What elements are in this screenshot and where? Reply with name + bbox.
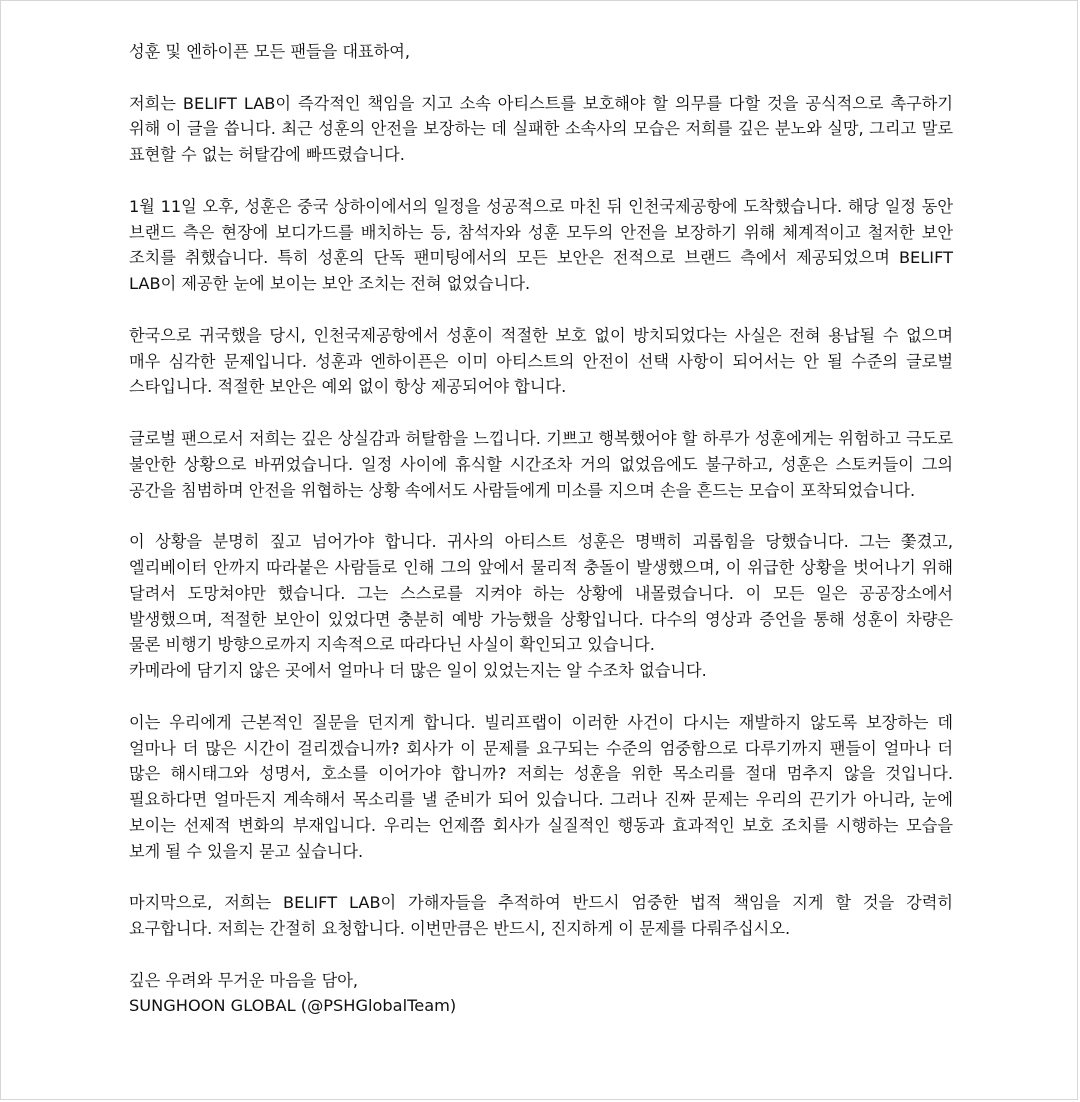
paragraph-incheon-airport: 한국으로 귀국했을 당시, 인천국제공항에서 성훈이 적절한 보호 없이 방치되었다는 사실은 전혀 용납될 수 없으며 매우 심각한 문제입니다. 성훈과 엔하이픈은 이미 아티스트의 안전이 선택 사항이 되어서는 안 될 수준의 글로벌 스타입니다. 적절한 보안은 예외 없이 항상 제공되어야 합니다. [129,325,953,397]
letter-signature: SUNGHOON GLOBAL (@PSHGlobalTeam) [129,996,457,1016]
paragraph-demand: 저희는 BELIFT LAB이 즉각적인 책임을 지고 소속 아티스트를 보호해야 할 의무를 다할 것을 공식적으로 촉구하기 위해 이 글을 씁니다. 최근 성훈의 안전을 보장하는 데 실패한 소속사의 모습은 저희를 깊은 분노와 실망, 그리고 말로 표현할 수 없는 허탈감에 빠뜨렸습니다. [129,93,954,165]
paragraph-shanghai-schedule: 1월 11일 오후, 성훈은 중국 상하이에서의 일정을 성공적으로 마친 뒤 인천국제공항에 도착했습니다. 해당 일정 동안 브랜드 측은 현장에 보디가드를 배치하는 등, 참석자와 성훈 모두의 안전을 보장하기 위해 체계적이고 철저한 보안 조치를 취했습니다. 특히 성훈의 단독 팬미팅에서의 모든 보안은 전적으로 브랜드 측에서 제공되었으며 BELIFT LAB이 제공한 눈에 보이는 보안 조치는 전혀 없었습니다. [129,196,953,294]
letter-body [129,39,953,1019]
paragraph-harassment: 이 상황을 분명히 짚고 넘어가야 합니다. 귀사의 아티스트 성훈은 명백히 괴롭힘을 당했습니다. 그는 쫓겼고, 엘리베이터 안까지 따라붙은 사람들로 인해 그의 앞에서 물리적 충돌이 발생했으며, 이 위급한 상황을 벗어나기 위해 달려서 도망쳐야만 했습니다. 그는 스스로를 지켜야 하는 상황에 내몰렸습니다. 이 모든 일은 공공장소에서 발생했으며, 적절한 보안이 있었다면 충분히 예방 가능했을 상황입니다. 다수의 영상과 증언을 통해 성훈이 차량은 물론 비행기 방향으로까지 지속적으로 따라다닌 사실이 확인되고 있습니다. [129,532,953,655]
letter-salutation: 성훈 및 엔하이픈 모든 팬들을 대표하여, [129,42,411,61]
paragraph-final-request: 마지막으로, 저희는 BELIFT LAB이 가해자들을 추적하여 반드시 엄중한 법적 책임을 지게 할 것을 강력히 요구합니다. 저희는 간절히 요청합니다. 이번만큼은 반드시, 진지하게 이 문제를 다뤄주십시오. [129,893,953,939]
paragraph-camera: 카메라에 담기지 않은 곳에서 얼마나 더 많은 일이 있었는지는 알 수조차 없습니다. [129,661,707,681]
paragraph-questions: 이는 우리에게 근본적인 질문을 던지게 합니다. 빌리프랩이 이러한 사건이 다시는 재발하지 않도록 보장하는 데 얼마나 더 많은 시간이 걸리겠습니까? 회사가 이 문제를 요구되는 수준의 엄중함으로 다루기까지 팬들이 얼마나 더 많은 해시태그와 성명서, 호소를 이어가야 합니까? 저희는 성훈을 위한 목소리를 절대 멈추지 않을 것입니다. 필요하다면 얼마든지 계속해서 목소리를 낼 준비가 되어 있습니다. 그러나 진짜 문제는 우리의 끈기가 아니라, 눈에 보이는 선제적 변화의 부재입니다. 우리는 언제쯤 회사가 실질적인 행동과 효과적인 보호 조치를 시행하는 모습을 보게 될 수 있을지 묻고 싶습니다. [129,712,953,861]
paragraph-global-fans: 글로벌 팬으로서 저희는 깊은 상실감과 허탈함을 느낍니다. 기쁘고 행복했어야 할 하루가 성훈에게는 위험하고 극도로 불안한 상황으로 바뀌었습니다. 일정 사이에 휴식할 시간조차 거의 없었음에도 불구하고, 성훈은 스토커들이 그의 공간을 침범하며 안전을 위협하는 상황 속에서도 사람들에게 미소를 지으며 손을 흔드는 모습이 포착되었습니다. [129,428,953,500]
letter-closing: 깊은 우려와 무거운 마음을 담아, [129,970,359,990]
